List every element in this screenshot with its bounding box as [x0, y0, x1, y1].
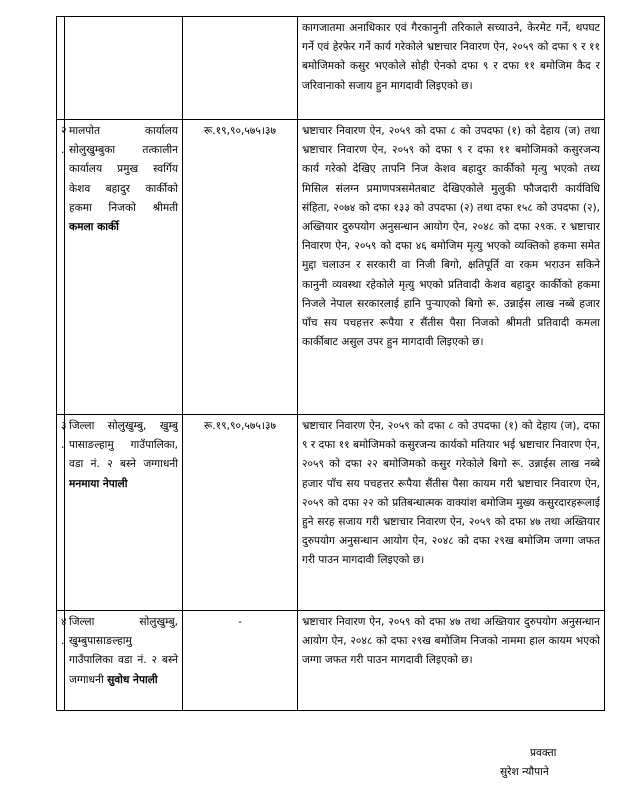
claimed-amount — [183, 17, 298, 120]
defendant-description: मालपोत कार्यालय सोलुखुम्बुका तत्कालीन कार्यालय प्रमुख स्वर्गिय केशव बहादुर कार्कीको हकमा निजको श्रीमती — [69, 125, 178, 214]
claim-description: भ्रष्टाचार निवारण ऐन, २०५९ को दफा ८ को उपदफा (१) को देहाय (ज) तथा भ्रष्टाचार निवारण ऐन, २०५९ को दफा ९ र दफा ११ बमोजिमको कसुरजन्य कार्य गरेको देखिए तापनि निज केशव बहादुर कार्कीको मृत्यु भएको तथ्य मिसिल संलग्न प्रमाणपत्रसमेतबाट देखिएकोले मुलुकी फौजदारी कार्यविधि संहिता, २०७४ को दफा १३३ को उपदफा (२) तथा दफा १५८ को उपदफा (२), अख्तियार दुरुपयोग अनुसन्धान आयोग ऐन, २०४८ को दफा २९क. र भ्रष्टाचार निवारण ऐन, २०५९ को दफा ४६ बमोजिम मृत्यु भएको व्यक्तिको हकमा समेत मुद्दा चलाउन र सरकारी वा निजी बिगो, क्षतिपूर्ति वा रकम भराउन सकिने कानुनी व्यवस्था रहेकोले मृत्यु भएको प्रतिवादी केशव बहादुर कार्कीको हकमा निजले नेपाल सरकारलाई हानि पुऱ्याएको बिगो रू. उन्नाईस लाख नब्बे हजार पाँच सय पचहत्तर रूपैया र सैंतीस पैसा निजको श्रीमती प्रतिवादी कमला कार्कीबाट असुल उपर हुन मागदावी लिइएको छ। — [298, 120, 605, 415]
defendant-cell — [65, 17, 183, 120]
defendant-name: मनमाया नेपाली — [69, 477, 128, 490]
claimed-amount: रू.१९,९०,५७५।३७ — [183, 120, 298, 415]
defendant-description: जिल्ला सोलुखुम्बु, खुम्बुपासाङल्हामु गाउँपालिका वडा नं. २ बस्ने जग्गाधनी — [69, 616, 178, 686]
table-row — [57, 17, 605, 120]
table-row — [57, 611, 605, 711]
row-serial-number: ४. — [57, 611, 65, 711]
signature-block — [500, 744, 556, 782]
defendant-name: सुवोध नेपाली — [107, 673, 158, 686]
table-row — [57, 415, 605, 611]
row-serial-number: २. — [57, 120, 65, 415]
defendant-cell — [65, 415, 183, 611]
claimed-amount: रू.१९,९०,५७५।३७ — [183, 415, 298, 611]
claim-description: भ्रष्टाचार निवारण ऐन, २०५९ को दफा ८ को उपदफा (१) को देहाय (ज), दफा ९ र दफा ११ बमोजिमको कसुरजन्य कार्यको मतियार भई भ्रष्टाचार निवारण ऐन, २०५९ को दफा २२ बमोजिमको कसुर गरेकोले बिगो रू. उन्नाईस लाख नब्बे हजार पाँच सय पचहत्तर रूपैया सैंतीस पैसा कायम गरी भ्रष्टाचार निवारण ऐन, २०५९ को दफा २२ को प्रतिबन्धात्मक वाक्यांश बमोजिम मुख्य कसुरदारहरूलाई हुने सरह सजाय गरी भ्रष्टाचार निवारण ऐन, २०५९ को दफा ४७ तथा अख्तियार दुरुपयोग अनुसन्धान आयोग ऐन, २०४८ को दफा २९ख बमोजिम जग्गा जफत गरी पाउन मागदावी लिइएको छ। — [298, 415, 605, 611]
defendant-cell — [65, 611, 183, 711]
defendant-description: जिल्ला सोलुखुम्बु, खुम्बु पासाङल्हामु गाउँपालिका, वडा नं. २ बस्ने जग्गाधनी — [69, 420, 178, 471]
claimed-amount: - — [183, 611, 298, 711]
row-serial-number — [57, 17, 65, 120]
row-serial-number: ३. — [57, 415, 65, 611]
defendant-cell — [65, 120, 183, 415]
signatory-name: सुरेश न्यौपाने — [500, 766, 549, 778]
case-table — [56, 16, 605, 711]
signatory-title: प्रवक्ता — [530, 747, 557, 759]
defendant-name: कमला कार्की — [69, 221, 119, 234]
claim-description: कागजातमा अनाधिकार एवं गैरकानुनी तरिकाले सच्याउने, केरमेट गर्ने, थपघट गर्ने एवं हेरफेर गर्ने कार्य गरेकोले भ्रष्टाचार निवारण ऐन, २०५९ को दफा ९ र ११ बमोजिमको कसुर भएकोले सोही ऐनको दफा ९ र दफा ११ बमोजिम कैद र जरिवानाको सजाय हुन मागदावी लिइएको छ। — [298, 17, 605, 120]
table-row — [57, 120, 605, 415]
claim-description: भ्रष्टाचार निवारण ऐन, २०५९ को दफा ४७ तथा अख्तियार दुरुपयोग अनुसन्धान आयोग ऐन, २०४८ को दफा २९ख बमोजिम निजको नाममा हाल कायम भएको जग्गा जफत गरी पाउन मागदावी लिइएको छ। — [298, 611, 605, 711]
